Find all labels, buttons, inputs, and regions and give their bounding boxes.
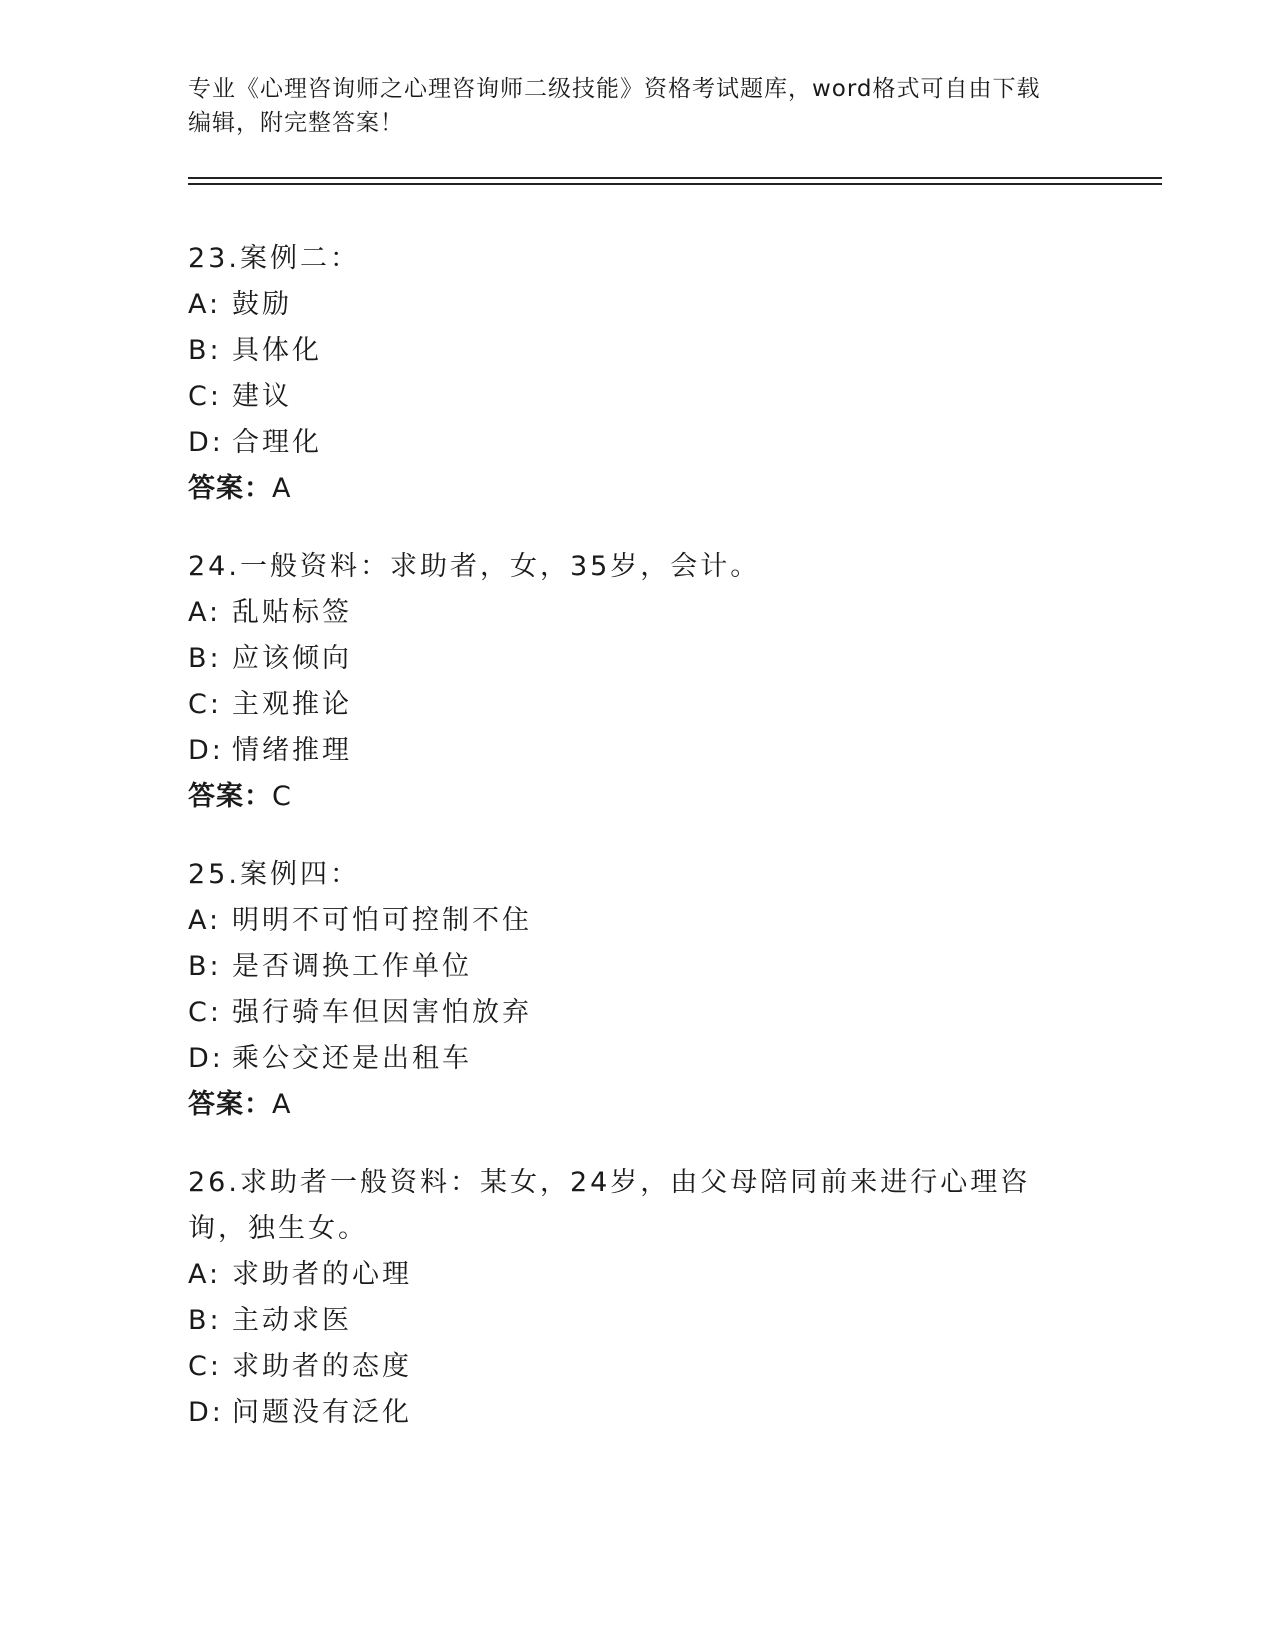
answer-line (188, 1082, 1088, 1128)
option-b (188, 636, 1088, 682)
option-text: 具体化 (232, 335, 322, 366)
answer-line (188, 466, 1088, 512)
question-24 (188, 544, 1088, 820)
option-text: 问题没有泛化 (232, 1397, 412, 1428)
option-text: 乘公交还是出租车 (232, 1043, 472, 1074)
option-letter: D: (188, 427, 224, 458)
option-text: 是否调换工作单位 (232, 951, 472, 982)
option-text: 鼓励 (232, 289, 292, 320)
question-stem: 25.案例四： (188, 859, 360, 890)
option-a (188, 898, 1088, 944)
option-c (188, 1344, 1088, 1390)
option-b (188, 1298, 1088, 1344)
option-text: 乱贴标签 (232, 597, 352, 628)
option-a (188, 282, 1088, 328)
option-letter: B: (188, 335, 222, 366)
option-letter: C: (188, 689, 222, 720)
header-divider-top (188, 177, 1162, 179)
option-c (188, 682, 1088, 728)
header-line-2: 编辑，附完整答案！ (188, 110, 404, 136)
option-letter: D: (188, 1043, 224, 1074)
option-letter: A: (188, 597, 222, 628)
option-letter: B: (188, 1305, 222, 1336)
answer-line (188, 774, 1088, 820)
option-d (188, 1036, 1088, 1082)
option-text: 求助者的态度 (232, 1351, 412, 1382)
question-stem: 26.求助者一般资料：某女，24岁，由父母陪同前来进行心理咨询，独生女。 (188, 1167, 1031, 1244)
option-d (188, 420, 1088, 466)
option-a (188, 590, 1088, 636)
option-text: 情绪推理 (232, 735, 352, 766)
question-26 (188, 1160, 1088, 1436)
option-text: 合理化 (232, 427, 322, 458)
option-text: 强行骑车但因害怕放弃 (232, 997, 532, 1028)
option-text: 主动求医 (232, 1305, 352, 1336)
option-c (188, 374, 1088, 420)
option-b (188, 944, 1088, 990)
option-letter: C: (188, 997, 222, 1028)
option-text: 主观推论 (232, 689, 352, 720)
option-d (188, 1390, 1088, 1436)
option-d (188, 728, 1088, 774)
option-c (188, 990, 1088, 1036)
option-text: 求助者的心理 (232, 1259, 412, 1290)
option-letter: B: (188, 951, 222, 982)
option-letter: B: (188, 643, 222, 674)
document-header (188, 72, 1068, 140)
option-a (188, 1252, 1088, 1298)
question-23 (188, 236, 1088, 512)
option-letter: C: (188, 1351, 222, 1382)
option-text: 建议 (232, 381, 292, 412)
question-stem: 24.一般资料：求助者，女，35岁，会计。 (188, 551, 761, 582)
answer-value: C (272, 781, 292, 812)
option-text: 明明不可怕可控制不住 (232, 905, 532, 936)
answer-label: 答案： (188, 1089, 272, 1120)
question-list (188, 236, 1088, 1468)
option-letter: A: (188, 905, 222, 936)
option-letter: A: (188, 289, 222, 320)
option-letter: D: (188, 1397, 224, 1428)
header-line-1: 专业《心理咨询师之心理咨询师二级技能》资格考试题库，word格式可自由下载 (188, 76, 1041, 102)
option-b (188, 328, 1088, 374)
answer-label: 答案： (188, 781, 272, 812)
option-text: 应该倾向 (232, 643, 352, 674)
answer-value: A (272, 1089, 292, 1120)
answer-label: 答案： (188, 473, 272, 504)
option-letter: D: (188, 735, 224, 766)
option-letter: A: (188, 1259, 222, 1290)
option-letter: C: (188, 381, 222, 412)
question-stem: 23.案例二： (188, 243, 360, 274)
question-25 (188, 852, 1088, 1128)
answer-value: A (272, 473, 292, 504)
header-divider-bottom (188, 183, 1162, 185)
